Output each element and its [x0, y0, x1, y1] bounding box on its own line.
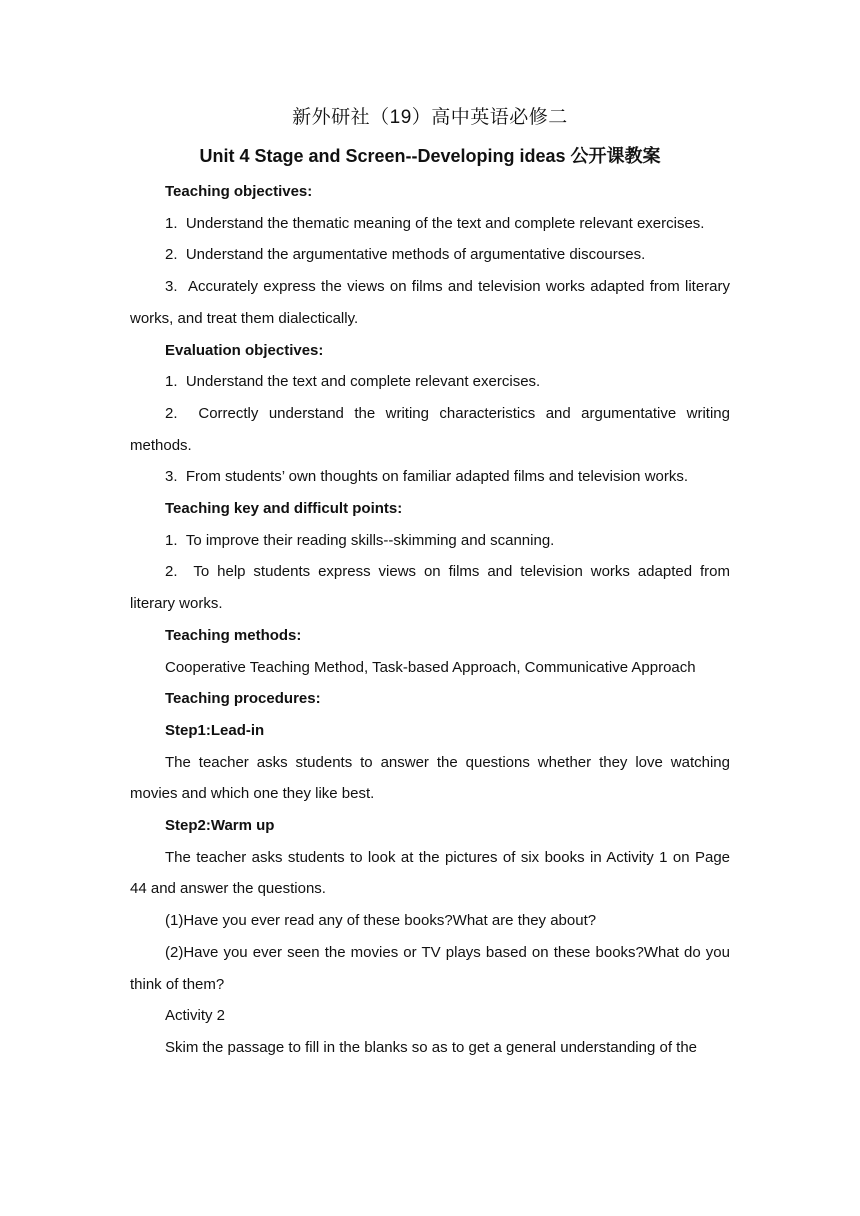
key-point-1: 1. To improve their reading skills--skimming and scanning. — [165, 531, 555, 549]
heading-key-difficult-points: Teaching key and difficult points: — [165, 500, 403, 518]
key-point-2: 2. To help students express views on films and television works adapted from literary works. — [130, 563, 730, 613]
teaching-objective-1: 1. Understand the thematic meaning of the text and complete relevant exercises. — [165, 214, 705, 232]
evaluation-objective-1: 1. Understand the text and complete relevant exercises. — [165, 373, 541, 391]
question-2: (2)Have you ever seen the movies or TV plays based on these books?What do you think of them? — [130, 943, 730, 993]
document-title-english: Unit 4 Stage and Screen--Developing ideas 公开课教案 — [199, 146, 661, 166]
document-title-chinese: 新外研社（19）高中英语必修二 — [292, 107, 568, 128]
step2-heading: Step2:Warm up — [165, 817, 275, 835]
activity-2-text: Skim the passage to fill in the blanks so as to get a general understanding of the — [165, 1038, 698, 1056]
teaching-objective-3: 3. Accurately express the views on films and television works adapted from literary works, and treat them dialectically. — [130, 278, 730, 327]
evaluation-objective-3: 3. From students’ own thoughts on familiar adapted films and television works. — [165, 468, 689, 486]
heading-teaching-procedures: Teaching procedures: — [165, 690, 321, 708]
heading-evaluation-objectives: Evaluation objectives: — [165, 341, 324, 359]
step1-text: The teacher asks students to answer the questions whether they love watching movies and which one they like best. — [130, 753, 730, 803]
teaching-methods-text: Cooperative Teaching Method, Task-based Approach, Communicative Approach — [165, 658, 696, 676]
document-page — [130, 100, 730, 1064]
activity-2-label: Activity 2 — [165, 1007, 226, 1025]
heading-teaching-methods: Teaching methods: — [165, 626, 302, 644]
question-1: (1)Have you ever read any of these books?What are they about? — [165, 912, 597, 930]
step2-text: The teacher asks students to look at the pictures of six books in Activity 1 on Page 44 and answer the questions. — [130, 848, 730, 898]
heading-teaching-objectives: Teaching objectives: — [165, 183, 313, 200]
teaching-objective-2: 2. Understand the argumentative methods of argumentative discourses. — [165, 246, 646, 264]
step1-heading: Step1:Lead-in — [165, 721, 265, 739]
evaluation-objective-2: 2. Correctly understand the writing characteristics and argumentative writing methods. — [130, 404, 730, 454]
